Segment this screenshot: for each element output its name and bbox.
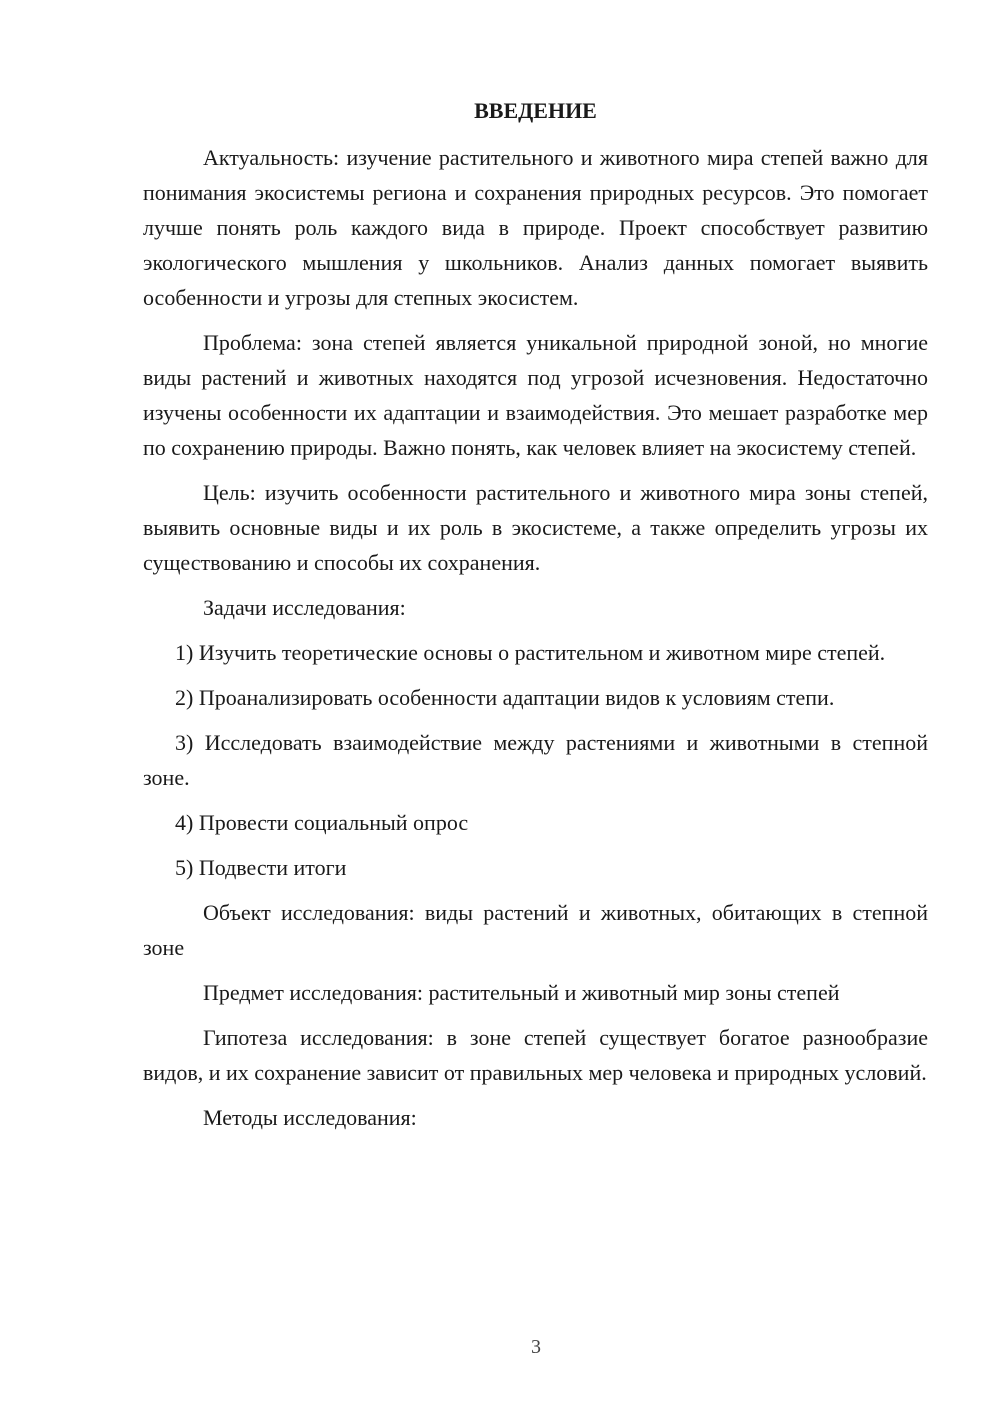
task-item-4: 4) Провести социальный опрос: [175, 810, 469, 835]
paragraph-goal: Цель: изучить особенности растительного и животного мира зоны степей, выявить основные виды и их роль в экосистеме, а также определить угрозы их существованию и способы их сохранения.: [143, 480, 928, 575]
task-item-3: 3) Исследовать взаимодействие между растениями и животными в степной зоне.: [143, 730, 928, 790]
paragraph-hypothesis: Гипотеза исследования: в зоне степей существует богатое разнообразие видов, и их сохранение зависит от правильных мер человека и природных условий.: [143, 1025, 928, 1085]
paragraph-object: Объект исследования: виды растений и животных, обитающих в степной зоне: [143, 900, 928, 960]
task-item-5: 5) Подвести итоги: [175, 855, 347, 880]
paragraph-relevance: Актуальность: изучение растительного и животного мира степей важно для понимания экосистемы региона и сохранения природных ресурсов. Это помогает лучше понять роль каждого вида в природе. Проект способствует развитию экологического мышления у школьников. Анализ данных помогает выявить особенности и угрозы для степных экосистем.: [143, 145, 928, 310]
page-number: 3: [531, 1336, 541, 1358]
paragraph-methods-title: Методы исследования:: [203, 1105, 417, 1130]
paragraph-problem: Проблема: зона степей является уникальной природной зоной, но многие виды растений и животных находятся под угрозой исчезновения. Недостаточно изучены особенности их адаптации и взаимодействия. Это мешает разработке мер по сохранению природы. Важно понять, как человек влияет на экосистему степей.: [143, 330, 928, 460]
page-content: [143, 96, 928, 1145]
section-heading: ВВЕДЕНИЕ: [474, 98, 597, 123]
task-item-1: 1) Изучить теоретические основы о растительном и животном мире степей.: [175, 640, 886, 665]
paragraph-tasks-title: Задачи исследования:: [203, 595, 406, 620]
paragraph-subject: Предмет исследования: растительный и животный мир зоны степей: [203, 980, 840, 1005]
task-item-2: 2) Проанализировать особенности адаптации видов к условиям степи.: [175, 685, 835, 710]
